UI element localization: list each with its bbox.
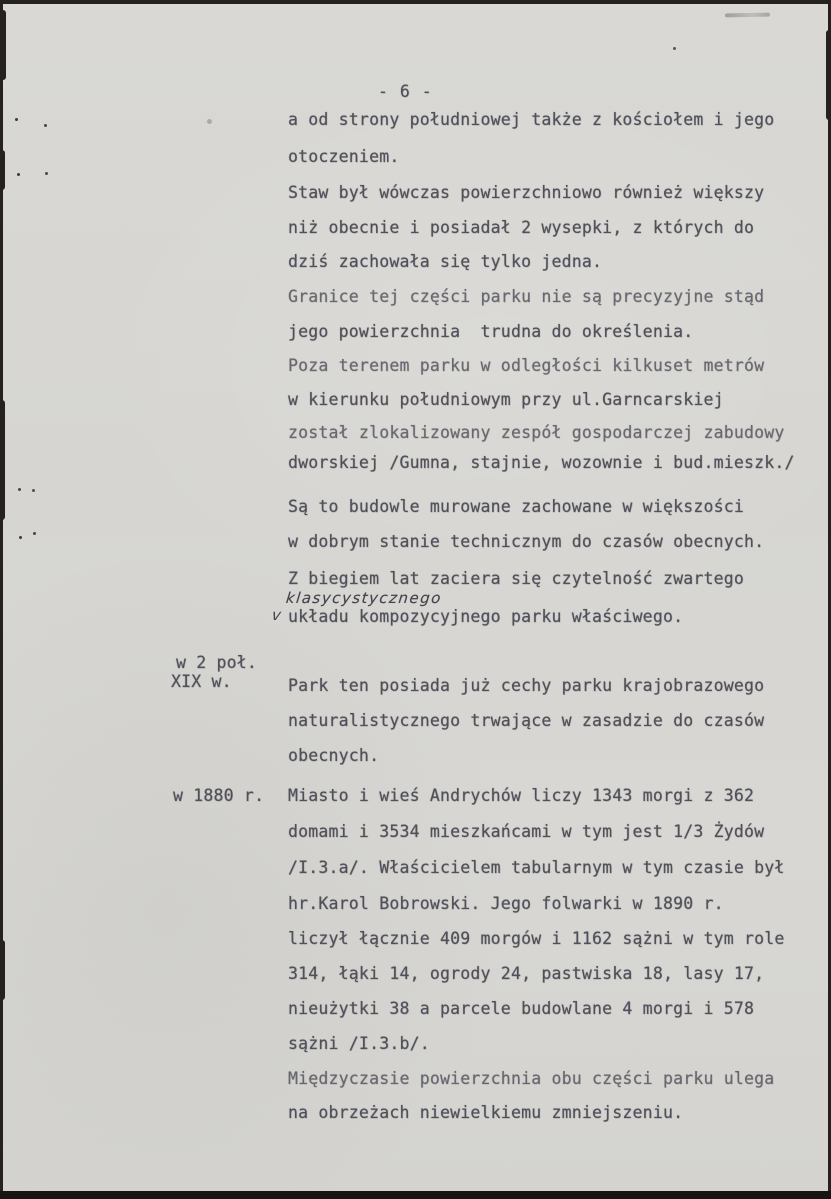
handwritten-annotation: klasycystycznego <box>285 589 443 607</box>
typed-line: liczył łącznie 409 morgów i 1162 sążni w tym role <box>288 929 785 948</box>
typed-line: Są to budowle murowane zachowane w większości <box>288 497 745 516</box>
typed-line: nieużytki 38 a parcele budowlane 4 morgi i 578 <box>288 999 755 1018</box>
typed-line: Poza terenem parku w odległości kilkuset metrów <box>288 356 765 375</box>
typed-line: Miasto i wieś Andrychów liczy 1343 morgi z 362 <box>288 786 755 805</box>
typed-line: /I.3.a/. Właścicielem tabularnym w tym czasie był <box>288 858 785 877</box>
typed-line: 314, łąki 14, ogrody 24, pastwiska 18, lasy 17, <box>288 964 765 983</box>
margin-date-label: XIX w. <box>171 672 232 691</box>
typed-line: a od strony południowej także z kościołem i jego <box>288 110 775 129</box>
typed-line: w kierunku południowym przy ul.Garncarskiej <box>288 390 724 409</box>
page-number: - 6 - <box>378 82 433 101</box>
typed-line: został zlokalizowany zespół gospodarczej zabudowy <box>288 423 785 442</box>
ink-specks <box>15 118 18 121</box>
typed-line: sążni /I.3.b/. <box>288 1034 430 1053</box>
scan-artifact <box>0 400 5 520</box>
typed-line: Park ten posiada już cechy parku krajobrazowego <box>288 676 765 695</box>
typed-line: w dobrym stanie technicznym do czasów obecnych. <box>288 532 765 551</box>
typed-line: dziś zachowała się tylko jedna. <box>288 252 603 271</box>
typed-line: naturalistycznego trwające w zasadzie do czasów <box>288 711 765 730</box>
typed-line: na obrzeżach niewielkiemu zmniejszeniu. <box>288 1103 684 1122</box>
scan-artifact <box>0 150 5 190</box>
margin-date-label: w 2 poł. <box>176 653 258 672</box>
insertion-caret-mark: v <box>270 606 283 624</box>
typed-line: dworskiej /Gumna, stajnie, wozownie i bud.mieszk./ <box>288 453 795 472</box>
typed-line: Z biegiem lat zaciera się czytelność zwartego <box>288 569 745 588</box>
typed-line: układu kompozycyjnego parku właściwego. <box>288 607 684 626</box>
typed-line: Granice tej części parku nie są precyzyjne stąd <box>288 287 765 306</box>
scan-artifact <box>826 30 831 120</box>
typed-line: Staw był wówczas powierzchniowo również większy <box>288 183 765 202</box>
typed-line: Międzyczasie powierzchnia obu części parku ulega <box>288 1069 775 1088</box>
typed-line: niż obecnie i posiadał 2 wysepki, z których do <box>288 218 755 237</box>
smudge-mark <box>725 13 770 18</box>
typed-line: obecnych. <box>288 746 380 765</box>
typed-line: jego powierzchnia trudna do określenia. <box>288 322 694 341</box>
scan-edge-top <box>0 0 831 4</box>
margin-date-label: w 1880 r. <box>173 786 265 805</box>
typed-line: hr.Karol Bobrowski. Jego folwarki w 1890 r. <box>288 894 724 913</box>
scan-edge-bottom <box>0 1191 831 1199</box>
typed-line: otoczeniem. <box>288 147 400 166</box>
typed-line: domami i 3534 mieszkańcami w tym jest 1/3 Żydów <box>288 822 765 841</box>
scan-artifact <box>0 940 5 1000</box>
scan-artifact <box>0 10 6 80</box>
